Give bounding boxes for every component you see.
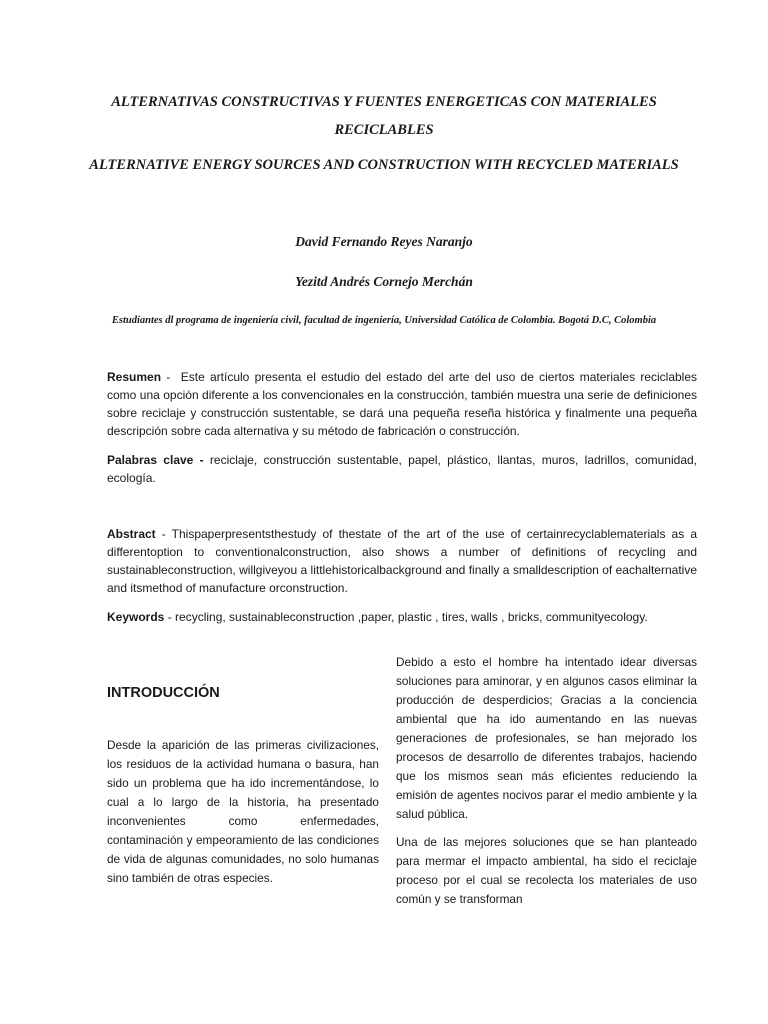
title-spanish: ALTERNATIVAS CONSTRUCTIVAS Y FUENTES ENERGETICAS CON MATERIALES RECICLABLES: [111, 94, 657, 138]
intro-left-paragraph: Desde la aparición de las primeras civilizaciones, los residuos de la actividad humana o basura, han sido un problema que ha ido incrementándose, lo cual a lo largo de la historia, ha presentado inconvenientes como enfermedades, contaminación y empeoramiento de las condiciones de vida de algunas comunidades, no solo humanas sino también de otras especies.: [107, 738, 379, 885]
palabras-clave-text: reciclaje, construcción sustentable, papel, plástico, llantas, muros, ladrillos, comunidad, ecología.: [107, 453, 697, 485]
author-1: David Fernando Reyes Naranjo: [295, 234, 473, 249]
palabras-clave-paragraph: [107, 451, 697, 487]
title-english: ALTERNATIVE ENERGY SOURCES AND CONSTRUCTION WITH RECYCLED MATERIALS: [89, 157, 679, 173]
keywords-label: Keywords: [107, 610, 165, 624]
abstract-paragraph: [107, 525, 697, 597]
abstract-label: Abstract: [107, 527, 156, 541]
intro-right-paragraph-1: Debido a esto el hombre ha intentado idear diversas soluciones para aminorar, y en algunos casos eliminar la producción de desperdicios; Gracias a la conciencia ambiental que ha ido aumentando en las nuevas generaciones de profesionales, se han mejorado los procesos de desarrollo de diferentes trabajos, haciendo que los mismos sean más eficientes reduciendo la emisión de agentes nocivos parar el medio ambiente y la salud pública.: [396, 655, 697, 821]
keywords-text: - recycling, sustainableconstruction ,paper, plastic , tires, walls , bricks, communityecology.: [164, 610, 648, 624]
resumen-text: Este artículo presenta el estudio del estado del arte del uso de ciertos materiales reciclables como una opción diferente a los convencionales en la construcción, también muestra una serie de definiciones sobre reciclaje y construcción sustentable, se dará una pequeña reseña histórica y finalmente una pequeña descripción sobre cada alternativa y su método de fabricación o construcción.: [107, 370, 698, 438]
keywords-paragraph: [107, 608, 697, 626]
resumen-separator: -: [161, 370, 181, 384]
introduccion-heading: INTRODUCCIÓN: [107, 685, 220, 701]
resumen-label: Resumen: [107, 370, 162, 384]
author-2: Yezitd Andrés Cornejo Merchán: [295, 274, 473, 289]
abstract-text: - Thispaperpresentsthestudy of thestate of the art of the use of certainrecyclablematerials as a differentoption to conventionalconstruction, also shows a number of definitions of recycling and sustainableconstruction, willgiveyou a littlehistoricalbackground and finally a smalldescription of eachalternative and itsmethod of manufacture orconstruction.: [107, 527, 697, 595]
resumen-paragraph: [107, 368, 697, 440]
palabras-clave-label: Palabras clave -: [107, 453, 204, 467]
intro-right-paragraph-2: Una de las mejores soluciones que se han planteado para mermar el impacto ambiental, ha sido el reciclaje proceso por el cual se recolecta los materiales de uso común y se transforman: [396, 835, 697, 906]
affiliation: Estudiantes dl programa de ingeniería civil, facultad de ingeniería, Universidad Católica de Colombia. Bogotá D.C, Colombia: [111, 315, 657, 326]
